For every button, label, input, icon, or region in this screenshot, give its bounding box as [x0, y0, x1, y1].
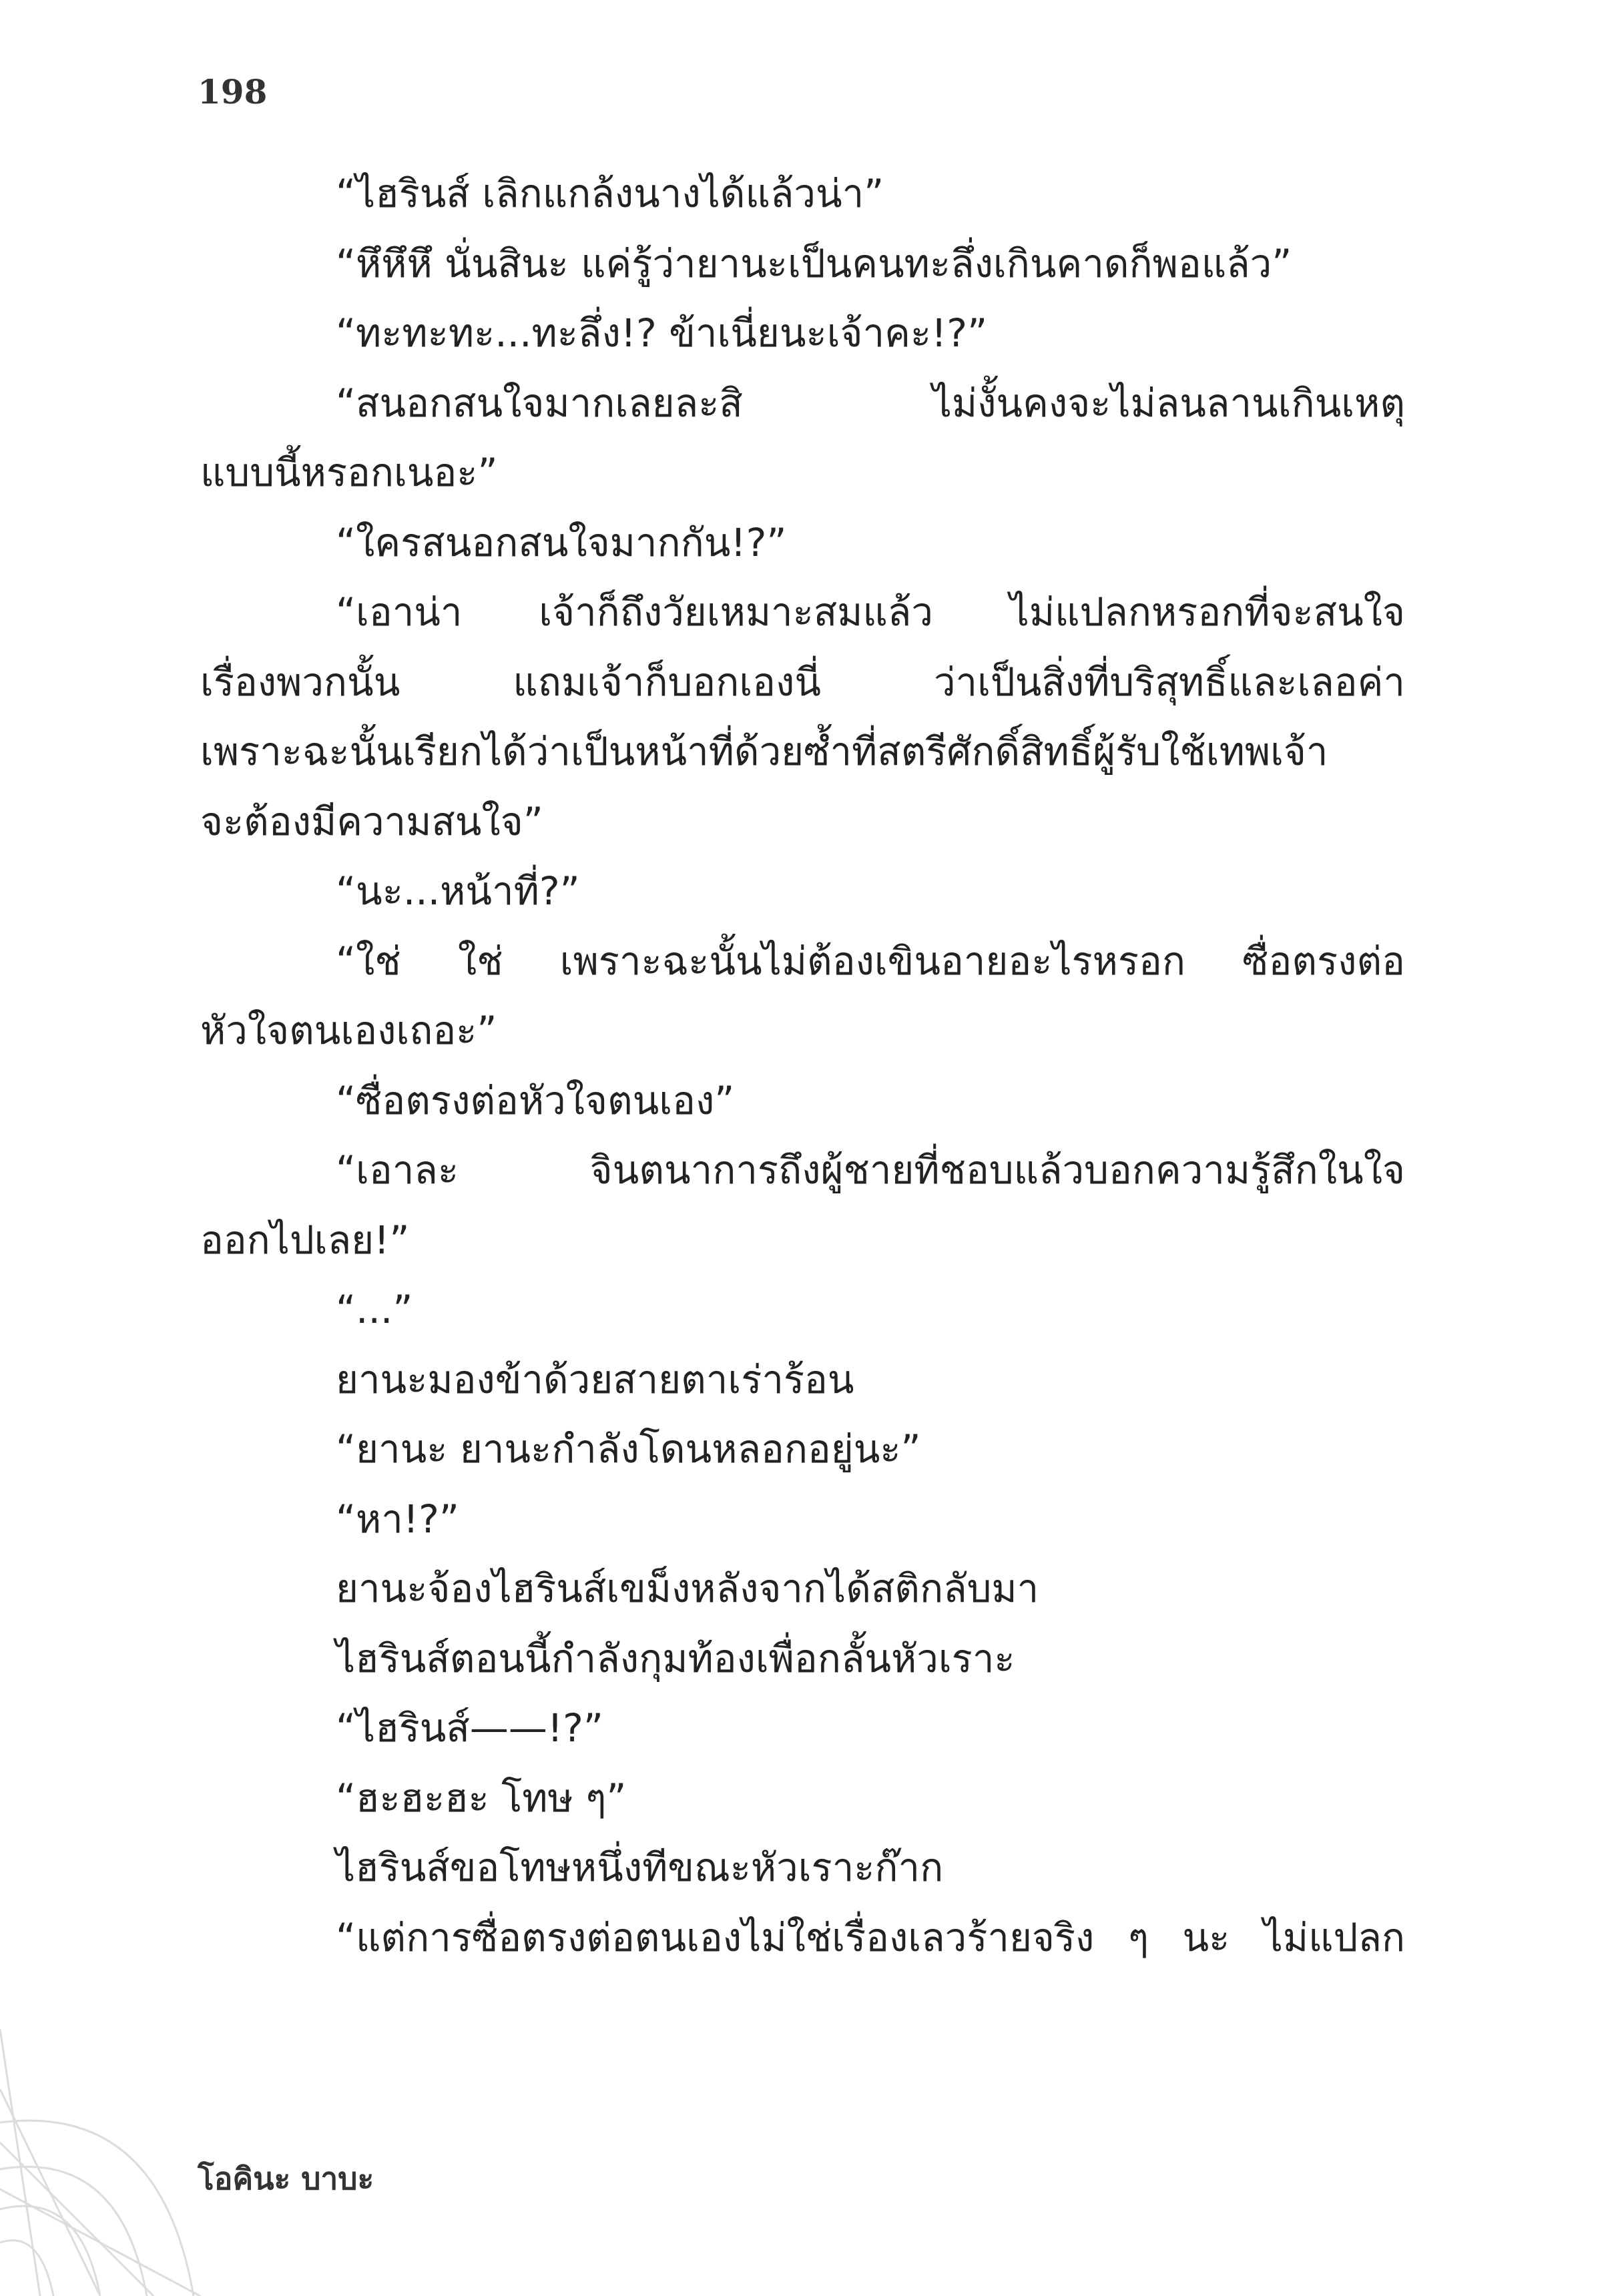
text-line: เพราะฉะนั้นเรียกได้ว่าเป็นหน้าที่ด้วยซ้ำที่สตรีศักดิ์สิทธิ์ผู้รับใช้เทพเจ้า	[200, 729, 1328, 774]
text-line: “นะ...หน้าที่?”	[336, 868, 580, 914]
text-line: หัวใจตนเองเถอะ”	[200, 1008, 497, 1053]
text-line: เรื่องพวกนั้น แถมเจ้าก็บอกเองนี่ ว่าเป็นสิ่งที่บริสุทธิ์และเลอค่า	[200, 659, 1405, 705]
text-line: ไฮรินส์ขอโทษหนึ่งทีขณะหัวเราะก๊าก	[336, 1845, 944, 1890]
text-line: “ทะทะทะ...ทะลึ่ง!? ข้าเนี่ยนะเจ้าคะ!?”	[336, 310, 988, 356]
footer-book-title: โอคินะ บาบะ	[198, 2161, 374, 2197]
text-line: “ยานะ ยานะกำลังโดนหลอกอยู่นะ”	[336, 1426, 921, 1472]
text-line: “ใครสนอกสนใจมากกัน!?”	[336, 520, 787, 565]
text-line: ออกไปเลย!”	[200, 1217, 410, 1263]
text-line: ยานะจ้องไฮรินส์เขม็งหลังจากได้สติกลับมา	[336, 1566, 1039, 1611]
text-line: “...”	[336, 1287, 413, 1332]
text-line: แบบนี้หรอกเนอะ”	[200, 450, 498, 495]
text-line: “แต่การซื่อตรงต่อตนเองไม่ใช่เรื่องเลวร้ายจริง ๆ นะ ไม่แปลก	[336, 1915, 1405, 1960]
text-line: “ใช่ ใช่ เพราะฉะนั้นไม่ต้องเขินอายอะไรหรอก ซื่อตรงต่อ	[336, 938, 1405, 984]
page-number: 198	[198, 72, 268, 111]
text-line: “ฮะฮะฮะ โทษ ๆ”	[336, 1775, 627, 1821]
text-line: “เอาละ จินตนาการถึงผู้ชายที่ชอบแล้วบอกความรู้สึกในใจ	[336, 1147, 1405, 1193]
text-line: “ไฮรินส์——!?”	[336, 1705, 603, 1751]
text-line: “ไฮรินส์ เลิกแกล้งนางได้แล้วน่า”	[336, 171, 884, 216]
text-line: ไฮรินส์ตอนนี้กำลังกุมท้องเพื่อกลั้นหัวเราะ	[336, 1636, 1015, 1681]
text-line: “สนอกสนใจมากเลยละสิ ไม่งั้นคงจะไม่ลนลานเกินเหตุ	[336, 380, 1405, 426]
text-line: “หา!?”	[336, 1496, 459, 1542]
spiderweb-decoration	[0, 1989, 307, 2296]
text-line: จะต้องมีความสนใจ”	[200, 799, 543, 844]
text-line: ยานะมองข้าด้วยสายตาเร่าร้อน	[336, 1357, 854, 1402]
text-line: “เอาน่า เจ้าก็ถึงวัยเหมาะสมแล้ว ไม่แปลกหรอกที่จะสนใจ	[336, 589, 1405, 635]
text-line: “ซื่อตรงต่อหัวใจตนเอง”	[336, 1078, 735, 1123]
text-line: “หึหึหึ นั่นสินะ แค่รู้ว่ายานะเป็นคนทะลึ่งเกินคาดก็พอแล้ว”	[336, 241, 1292, 286]
